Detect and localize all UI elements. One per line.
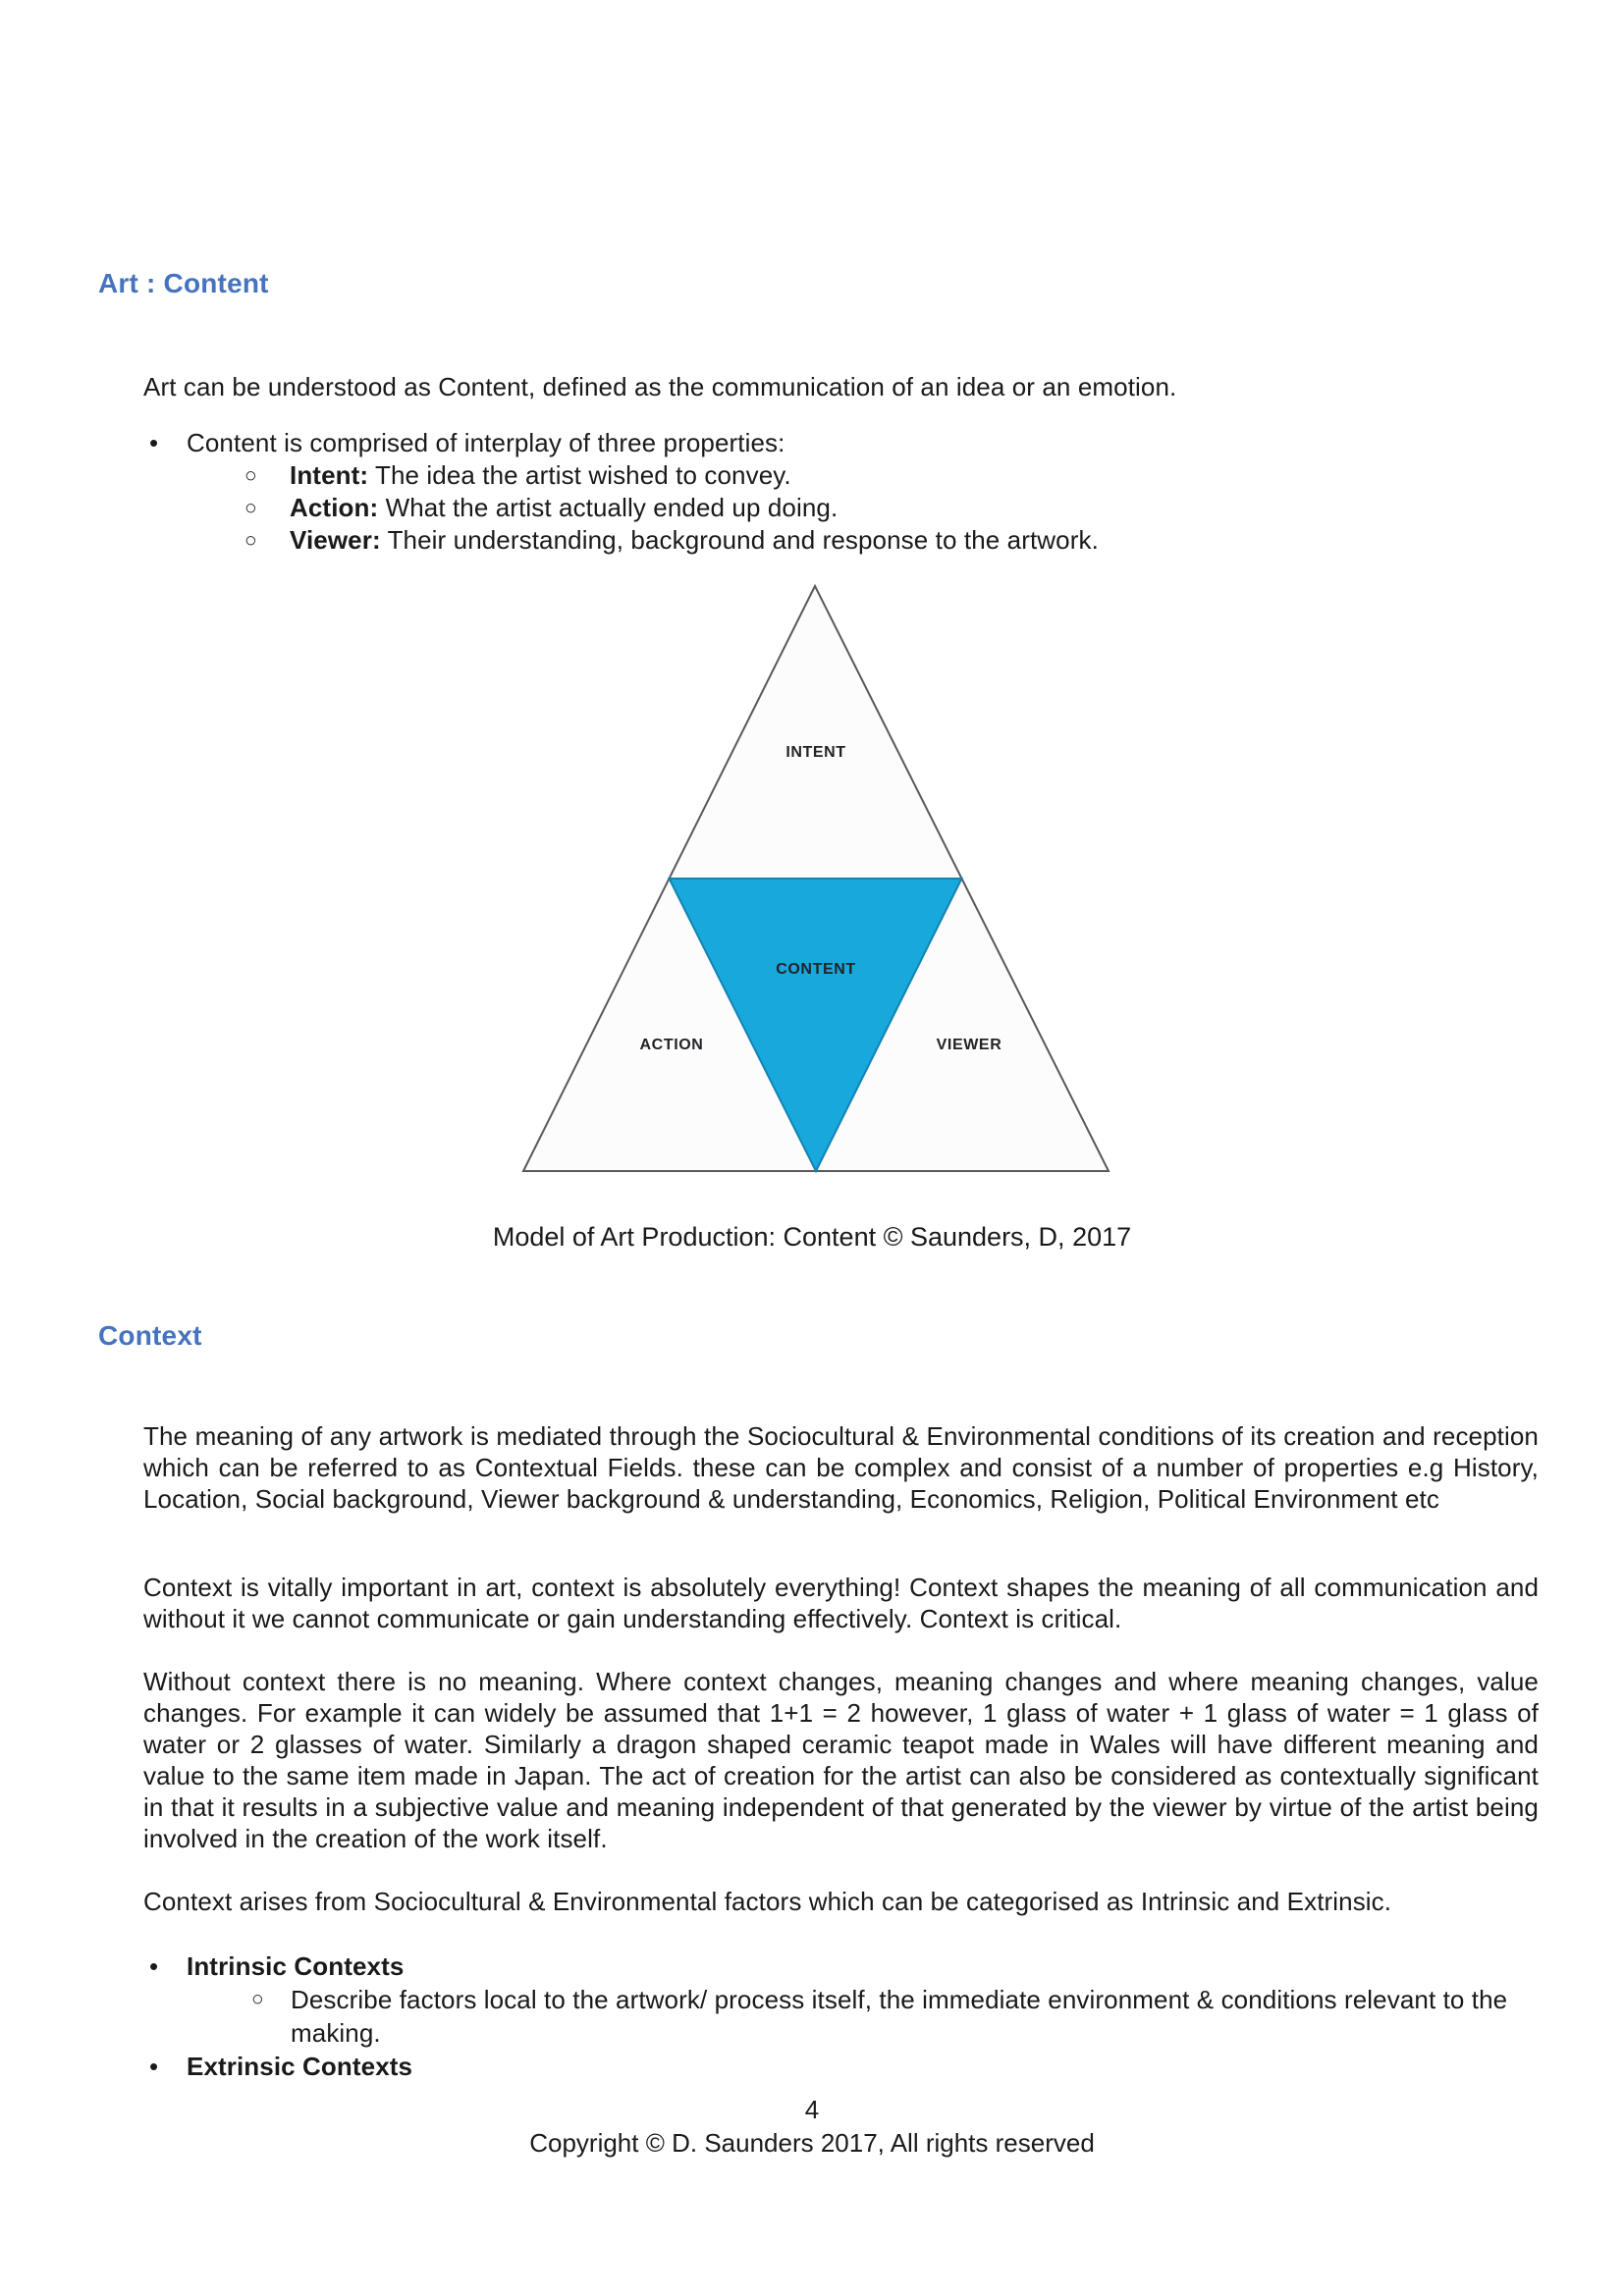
diagram-label-content: CONTENT: [776, 961, 856, 978]
context-paragraph-1: The meaning of any artwork is mediated through the Sociocultural & Environmental conditions of its creation and reception which can be referred to as Contextual Fields. these can be complex and consist of a number of properties e.g History, Location, Social background, Viewer background & understanding, Economics, Religion, Political Environment etc: [143, 1421, 1539, 1514]
intent-text: The idea the artist wished to convey.: [368, 460, 791, 490]
bullet-marker: •: [149, 1951, 159, 1981]
list-item-text: [290, 493, 838, 522]
triangle-diagram: [514, 579, 1115, 1178]
list-item-main: [143, 427, 1539, 459]
list-item-intent: [143, 459, 1539, 492]
list-item-action: [143, 492, 1539, 524]
list-item-intrinsic: [143, 1949, 1539, 1983]
context-paragraph-4: Context arises from Sociocultural & Environmental factors which can be categorised as Intrinsic and Extrinsic.: [143, 1887, 1392, 1916]
circle-marker: ○: [244, 497, 257, 519]
content-properties-list: [143, 427, 1539, 557]
circle-marker: ○: [251, 1988, 264, 2010]
viewer-text: Their understanding, background and response to the artwork.: [380, 525, 1099, 555]
intent-label: Intent:: [290, 460, 369, 490]
context-paragraph-2: Context is vitally important in art, context is absolutely everything! Context shapes the meaning of all communication and without it we cannot communicate or gain understanding effectively. Context is critical.: [143, 1573, 1539, 1633]
intrinsic-label: Intrinsic Contexts: [187, 1951, 405, 1981]
context-paragraph-3: Without context there is no meaning. Where context changes, meaning changes and where meaning changes, value changes. For example it can widely be assumed that 1+1 = 2 however, 1 glass of water + 1 glass of water = 1 glass of water or 2 glasses of water. Similarly a dragon shaped ceramic teapot made in Wales will have different meaning and value to the same item made in Japan. The act of creation for the artist can also be considered as contextually significant in that it results in a subjective value and meaning independent of that generated by the viewer by virtue of the artist being involved in the creation of the work itself.: [143, 1667, 1539, 1853]
intro-paragraph: Art can be understood as Content, defined as the communication of an idea or an emotion.: [143, 372, 1177, 401]
list-item-text: [290, 460, 791, 490]
bullet-marker: •: [149, 428, 159, 457]
contexts-type-list: [143, 1949, 1539, 2083]
list-item-extrinsic: [143, 2050, 1539, 2083]
section-heading-context: Context: [98, 1320, 202, 1351]
list-item-intrinsic-sub: [143, 1983, 1539, 2050]
circle-marker: ○: [244, 464, 257, 487]
list-item-viewer: [143, 524, 1539, 557]
list-item-text: [290, 525, 1099, 555]
diagram-label-viewer: VIEWER: [936, 1037, 1002, 1053]
diagram-caption: Model of Art Production: Content © Saunders, D, 2017: [492, 1222, 1132, 1252]
diagram-label-intent: INTENT: [785, 744, 846, 761]
list-item-text: Content is comprised of interplay of three properties:: [187, 428, 785, 457]
triangle-svg: [514, 579, 1115, 1178]
action-label: Action:: [290, 493, 379, 522]
page-number: 4: [804, 2095, 820, 2124]
action-text: What the artist actually ended up doing.: [378, 493, 839, 522]
copyright-notice: Copyright © D. Saunders 2017, All rights reserved: [529, 2128, 1095, 2158]
extrinsic-label: Extrinsic Contexts: [187, 2052, 413, 2081]
intrinsic-sub-text: Describe factors local to the artwork/ process itself, the immediate environment & conditions relevant to the making.: [291, 1985, 1508, 2048]
circle-marker: ○: [244, 529, 257, 552]
bullet-marker: •: [149, 2052, 159, 2081]
diagram-label-action: ACTION: [639, 1037, 704, 1053]
section-heading-art-content: Art : Content: [98, 268, 269, 298]
viewer-label: Viewer:: [290, 525, 381, 555]
